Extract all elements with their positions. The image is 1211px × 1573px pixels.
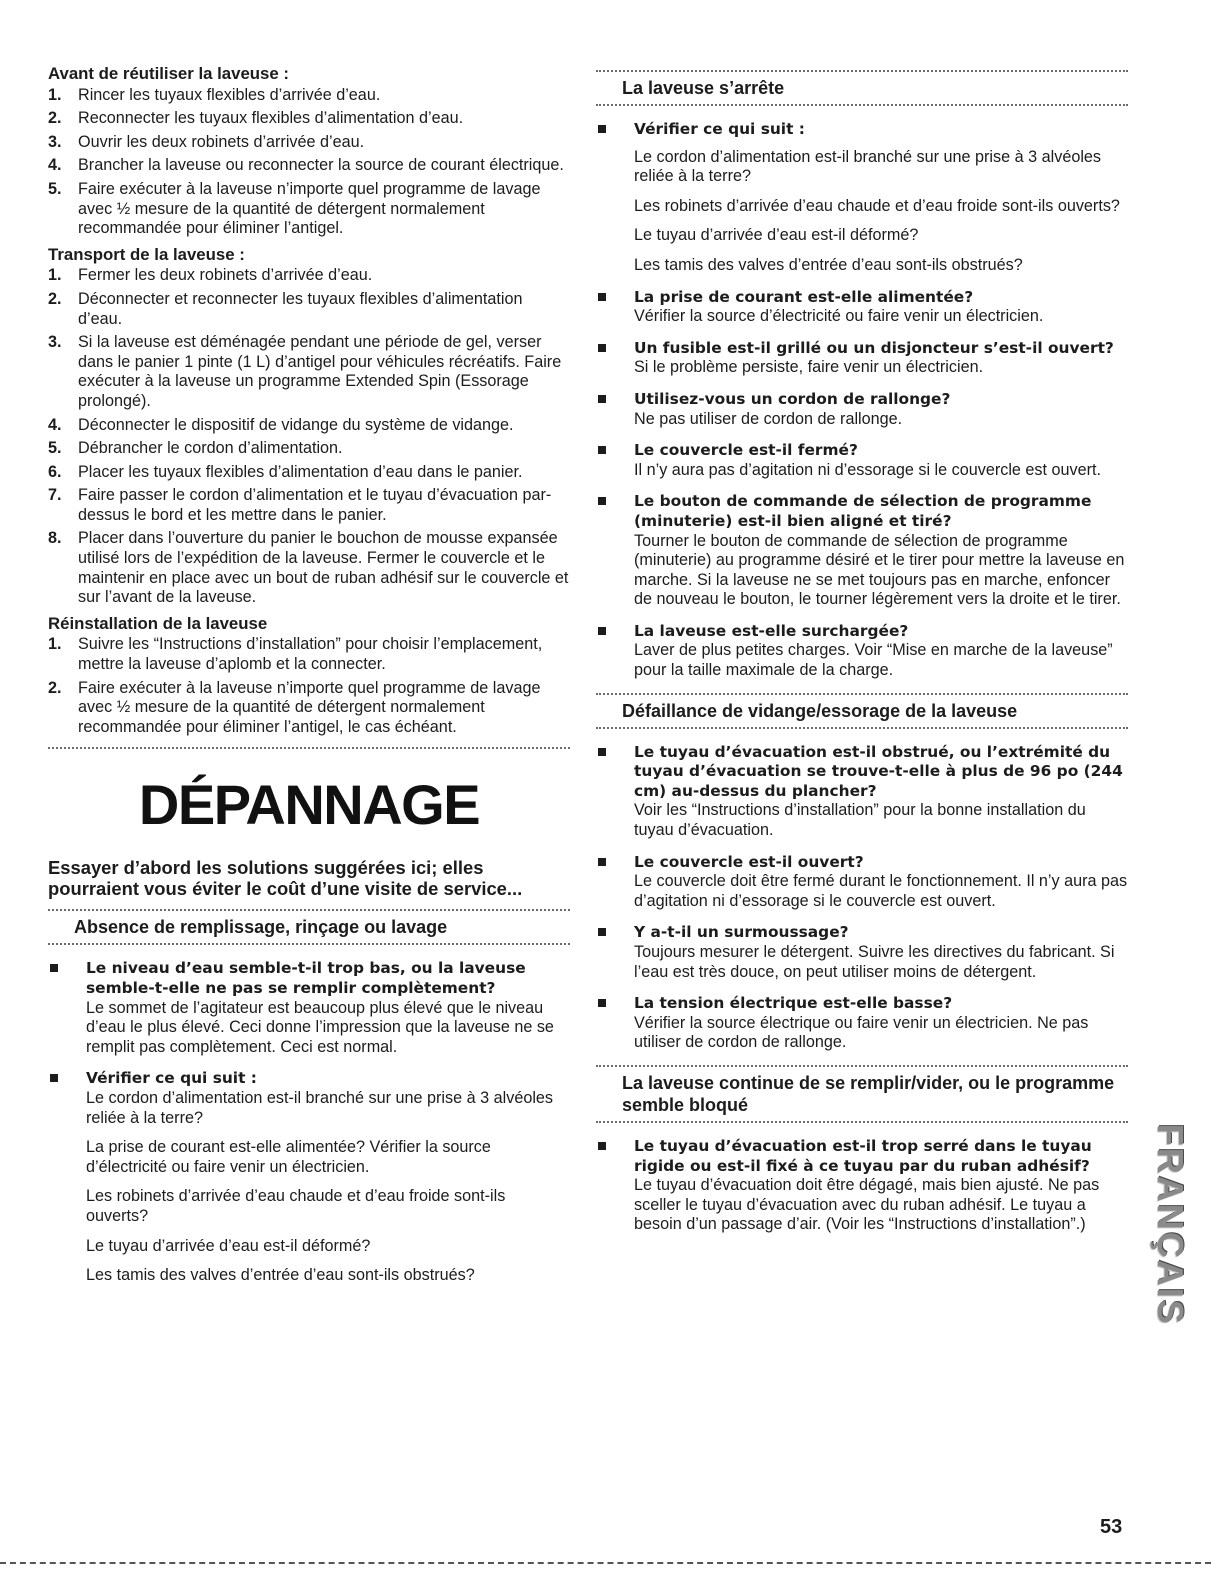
transport-steps: [48, 266, 570, 608]
list-item: La tension électrique est-elle basse? Vérifier la source électrique ou faire venir un électricien. Ne pas utiliser de cordon de rallonge.: [596, 994, 1128, 1053]
list-item: Le bouton de commande de sélection de programme (minuterie) est-il bien aligné et tiré? Tourner le bouton de commande de sélection de programme (minuterie) au programme désiré et le tirer pour mettre la laveuse en marche. Si la laveuse ne se met toujours pas en marche, enfoncer de nouveau le bouton, le tourner légèrement vers la droite et le tirer.: [596, 492, 1128, 610]
list-item: Vérifier ce qui suit : Le cordon d’alimentation est-il branché sur une prise à 3 alvéoles reliée à la terre? Les robinets d’arrivée d’eau chaude et d’eau froide sont-ils ouverts? Le tuyau d’arrivée d’eau est-il déformé? Les tamis des valves d’entrée d’eau sont-ils obstrués?: [596, 120, 1128, 276]
drain-fail-list: [596, 743, 1128, 1053]
bullet-icon: [598, 858, 606, 866]
list-item: 8. Placer dans l’ouverture du panier le bouchon de mousse expansée utilisé lors de l’expédition de la laveuse. Fermer le couvercle et le maintenir en place avec un bout de ruban adhésif sur le couvercle et sur l’avant de la laveuse.: [48, 529, 569, 607]
list-item: 1. Fermer les deux robinets d’arrivée d’eau.: [48, 266, 373, 285]
bullet-icon: [50, 1074, 58, 1082]
bullet-icon: [598, 344, 606, 352]
list-item: 3. Si la laveuse est déménagée pendant une période de gel, verser dans le panier 1 pinte (1 L) d’antigel pour véhicules récréatifs. Faire exécuter à la laveuse un programme Extended Spin (Essorage prolongé).: [48, 333, 562, 410]
list-item: 5. Débrancher le cordon d’alimentation.: [48, 439, 343, 458]
list-item: 6. Placer les tuyaux flexibles d’alimentation d’eau dans le panier.: [48, 462, 523, 481]
section-header-drain-fail: [596, 693, 1128, 729]
page-title: DÉPANNAGE: [138, 773, 480, 837]
list-item: Le niveau d’eau semble-t-il trop bas, ou la laveuse semble-t-elle ne pas se remplir complètement? Le sommet de l’agitateur est beaucoup plus élevé que le niveau d’eau le plus élevé. Ceci donne l’impression que la laveuse ne se remplit pas complètement. Ceci est normal.: [48, 959, 570, 1057]
bullet-icon: [598, 1142, 606, 1150]
bullet-icon: [598, 497, 606, 505]
bottom-divider: [0, 1562, 1211, 1564]
list-item: Un fusible est-il grillé ou un disjoncteur s’est-il ouvert? Si le problème persiste, faire venir un électricien.: [596, 339, 1128, 378]
language-tab-label: FRANÇAIS: [1149, 1124, 1191, 1326]
intro-text: Essayer d’abord les solutions suggérées ici; elles pourraient vous éviter le coût d’une visite de service...: [48, 857, 523, 900]
section-header-stops: [596, 70, 1128, 106]
bullet-icon: [598, 748, 606, 756]
bullet-icon: [50, 964, 58, 972]
section-title: Absence de remplissage, rinçage ou lavage: [74, 917, 448, 938]
list-item: Vérifier ce qui suit : Le cordon d’alimentation est-il branché sur une prise à 3 alvéoles reliée à la terre? La prise de courant est-elle alimentée? Vérifier la source d’électricité ou faire venir un électricien. Les robinets d’arrivée d’eau chaude et d’eau froide sont-ils ouverts? Le tuyau d’arrivée d’eau est-il déformé? Les tamis des valves d’entrée d’eau sont-ils obstrués?: [48, 1069, 570, 1285]
bullet-icon: [598, 627, 606, 635]
no-fill-list: [48, 959, 570, 1285]
section-title: La laveuse s’arrête: [622, 78, 785, 98]
list-item: Le couvercle est-il ouvert? Le couvercle doit être fermé durant le fonctionnement. Il n’y aura pas d’agitation ni d’essorage si le couvercle est ouvert.: [596, 853, 1128, 912]
list-item: 2. Déconnecter et reconnecter les tuyaux flexibles d’alimentation d’eau.: [48, 289, 523, 328]
list-item: 3. Ouvrir les deux robinets d’arrivée d’eau.: [48, 132, 365, 151]
divider: [596, 104, 1128, 106]
stops-list: [596, 120, 1128, 681]
right-column: [596, 70, 1128, 1247]
divider: [48, 943, 570, 945]
list-item: Le tuyau d’évacuation est-il trop serré dans le tuyau rigide ou est-il fixé à ce tuyau par du ruban adhésif? Le tuyau d’évacuation doit être dégagé, mais bien ajusté. Ne pas sceller le tuyau d’évacuation avec du ruban adhésif. Le tuyau a besoin d’un passage d’air. (Voir les “Instructions d’installation”.): [596, 1137, 1128, 1235]
list-item: Y a-t-il un surmoussage? Toujours mesurer le détergent. Suivre les directives du fabricant. Si l’eau est très douce, on peut utiliser moins de détergent.: [596, 923, 1128, 982]
list-item: 5. Faire exécuter à la laveuse n’importe quel programme de lavage avec ½ mesure de la quantité de détergent normalement recommandée pour éliminer l’antigel.: [48, 179, 541, 238]
before-reuse-heading: Avant de réutiliser la laveuse :: [48, 64, 289, 83]
list-item: Le tuyau d’évacuation est-il obstrué, ou l’extrémité du tuyau d’évacuation se trouve-t-elle à plus de 96 po (244 cm) au-dessus du plancher? Voir les “Instructions d’installation” pour la bonne installation du tuyau d’évacuation.: [596, 743, 1128, 841]
list-item: 7. Faire passer le cordon d’alimentation et le tuyau d’évacuation par-dessus le bord et les mettre dans le panier.: [48, 486, 552, 524]
bullet-icon: [598, 293, 606, 301]
bullet-icon: [598, 999, 606, 1007]
list-item: La prise de courant est-elle alimentée? Vérifier la source d’électricité ou faire venir un électricien.: [596, 288, 1128, 327]
list-item: 2. Reconnecter les tuyaux flexibles d’alimentation d’eau.: [48, 109, 464, 128]
divider: [596, 1121, 1128, 1123]
reinstall-steps: [48, 635, 570, 737]
divider: [48, 747, 570, 749]
page-number: 53: [1100, 1516, 1123, 1538]
bullet-icon: [598, 125, 606, 133]
before-reuse-steps: [48, 86, 570, 239]
transport-heading: Transport de la laveuse :: [48, 244, 245, 264]
bullet-icon: [598, 395, 606, 403]
section-title: La laveuse continue de se remplir/vider, ou le programme semble bloqué: [622, 1072, 1115, 1115]
section-header-no-fill: [48, 909, 570, 945]
bullet-icon: [598, 446, 606, 454]
left-column: [48, 64, 570, 1298]
reinstall-heading: Réinstallation de la laveuse: [48, 613, 268, 633]
list-item: 1. Rincer les tuyaux flexibles d’arrivée d’eau.: [48, 85, 381, 104]
section-title: Défaillance de vidange/essorage de la laveuse: [622, 700, 1018, 721]
list-item: 4. Déconnecter le dispositif de vidange du système de vidange.: [48, 415, 514, 434]
list-item: La laveuse est-elle surchargée? Laver de plus petites charges. Voir “Mise en marche de la laveuse” pour la taille maximale de la charge.: [596, 622, 1128, 681]
bullet-icon: [598, 928, 606, 936]
language-tab: [1150, 1075, 1190, 1375]
continues-list: [596, 1137, 1128, 1235]
section-header-continues: [596, 1065, 1128, 1123]
list-item: 4. Brancher la laveuse ou reconnecter la source de courant électrique.: [48, 156, 564, 175]
divider: [596, 727, 1128, 729]
list-item: 1. Suivre les “Instructions d’installation” pour choisir l’emplacement, mettre la laveuse d’aplomb et la connecter.: [48, 635, 543, 674]
list-item: 2. Faire exécuter à la laveuse n’importe quel programme de lavage avec ½ mesure de la quantité de détergent normalement recommandée pour éliminer l’antigel, le cas échéant.: [48, 678, 541, 736]
list-item: Utilisez-vous un cordon de rallonge? Ne pas utiliser de cordon de rallonge.: [596, 390, 1128, 429]
list-item: Le couvercle est-il fermé? Il n’y aura pas d’agitation ni d’essorage si le couvercle est ouvert.: [596, 441, 1128, 480]
